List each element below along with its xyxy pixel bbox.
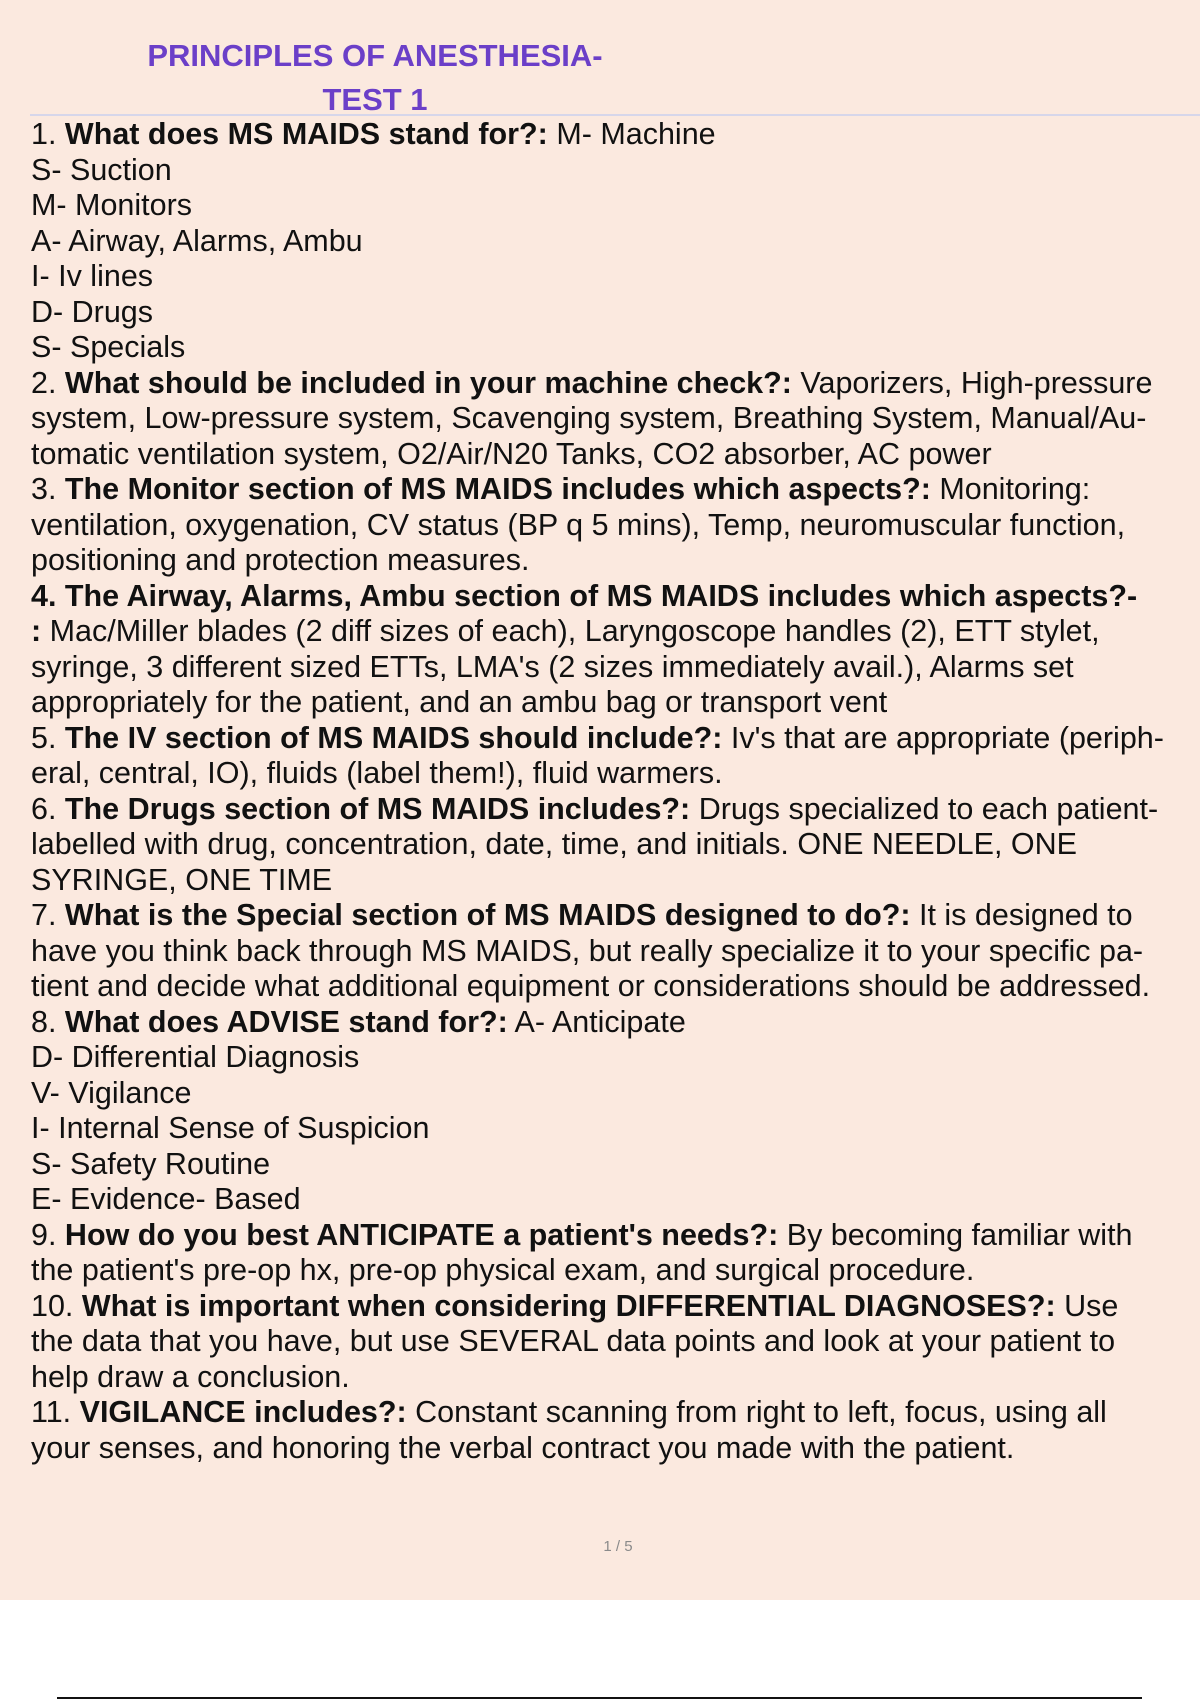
answer-text: By becoming familiar with [778, 1217, 1133, 1252]
answer-text: syringe, 3 different sized ETTs, LMA's (2 sizes immediately avail.), Alarms set [31, 649, 1074, 684]
text-line [31, 792, 1200, 828]
answer-text: I- Iv lines [31, 259, 154, 293]
text-line [31, 508, 1200, 544]
text-line [31, 1111, 1200, 1147]
answer-text: help draw a conclusion. [31, 1359, 350, 1394]
answer-text: S- Safety Routine [31, 1146, 271, 1181]
text-line [31, 934, 1200, 970]
text-line [31, 1253, 1200, 1289]
answer-text: tomatic ventilation system, O2/Air/N20 Tanks, CO2 absorber, AC power [31, 436, 992, 471]
question-text: 4. The Airway, Alarms, Ambu section of MS MAIDS includes which aspects?- [31, 578, 1138, 613]
answer-text: your senses, and honoring the verbal contract you made with the patient. [31, 1430, 1015, 1465]
page-number: 1 / 5 [603, 1538, 633, 1555]
text-line [31, 188, 1200, 224]
bottom-divider [57, 1697, 1142, 1699]
answer-text: A- Anticipate [507, 1004, 686, 1039]
answer-text: eral, central, IO), fluids (label them!), fluid warmers. [31, 756, 723, 790]
question-text: What is the Special section of MS MAIDS designed to do?: [64, 898, 911, 932]
text-line [31, 685, 1200, 721]
text-line [31, 579, 1200, 615]
question-text: The Monitor section of MS MAIDS includes which aspects?: [64, 472, 931, 506]
text-line [31, 1218, 1200, 1254]
text-line [31, 1289, 1200, 1325]
answer-text: D- Differential Diagnosis [31, 1040, 360, 1074]
question-number: 2. [31, 365, 65, 400]
answer-text: It is designed to [910, 898, 1133, 932]
document-body [31, 117, 1200, 1466]
text-line [31, 295, 1200, 331]
answer-text: M- Machine [547, 117, 716, 151]
question-text: What is important when considering DIFFERENTIAL DIAGNOSES?: [81, 1288, 1056, 1323]
answer-text: A- Airway, Alarms, Ambu [31, 223, 363, 258]
answer-text: have you think back through MS MAIDS, but really specialize it to your specific pa- [31, 933, 1144, 968]
answer-text: S- Suction [31, 152, 172, 187]
answer-text: the patient's pre-op hx, pre-op physical exam, and surgical procedure. [31, 1253, 975, 1287]
question-text: What does ADVISE stand for?: [64, 1004, 508, 1039]
answer-text: Monitoring: [930, 472, 1091, 506]
text-line [31, 614, 1200, 650]
question-number: 9. [31, 1217, 65, 1252]
answer-text: labelled with drug, concentration, date, time, and initials. ONE NEEDLE, ONE [31, 827, 1077, 861]
answer-text: appropriately for the patient, and an ambu bag or transport vent [31, 685, 888, 719]
text-line [31, 650, 1200, 686]
text-line [31, 437, 1200, 473]
text-line [31, 543, 1200, 579]
text-line [31, 224, 1200, 260]
question-number: 7. [31, 898, 65, 932]
question-number: 6. [31, 791, 65, 826]
answer-text: S- Specials [31, 330, 186, 364]
page-title [135, 34, 615, 122]
text-line [31, 721, 1200, 757]
text-line [31, 1395, 1200, 1431]
question-number: 1. [31, 117, 65, 151]
answer-text: positioning and protection measures. [31, 543, 530, 577]
answer-text: M- Monitors [31, 188, 192, 222]
text-line [31, 1076, 1200, 1112]
answer-text: the data that you have, but use SEVERAL data points and look at your patient to [31, 1324, 1116, 1358]
answer-text: Use [1055, 1288, 1119, 1323]
text-line [31, 1147, 1200, 1183]
question-number: 11. [31, 1395, 80, 1429]
text-line [31, 1040, 1200, 1076]
text-line [31, 330, 1200, 366]
text-line [31, 1431, 1200, 1467]
text-line [31, 259, 1200, 295]
answer-text: Drugs specialized to each patient- [690, 791, 1159, 826]
question-text: What does MS MAIDS stand for?: [64, 117, 548, 151]
answer-text: D- Drugs [31, 294, 154, 329]
question-text: How do you best ANTICIPATE a patient's needs?: [64, 1217, 779, 1252]
text-line [31, 969, 1200, 1005]
answer-text: Constant scanning from right to left, focus, using all [406, 1395, 1107, 1429]
text-line [31, 1324, 1200, 1360]
text-line [31, 1182, 1200, 1218]
text-line [31, 1360, 1200, 1396]
title-line-1: PRINCIPLES OF ANESTHESIA- [147, 38, 603, 73]
answer-text: E- Evidence- Based [31, 1182, 301, 1216]
question-number: 5. [31, 720, 65, 755]
title-line-2: TEST 1 [322, 82, 428, 117]
question-number: 3. [31, 472, 65, 506]
answer-text: I- Internal Sense of Suspicion [31, 1111, 430, 1145]
answer-text: ventilation, oxygenation, CV status (BP q 5 mins), Temp, neuromuscular function, [31, 507, 1126, 542]
answer-text: tient and decide what additional equipment or considerations should be addressed. [31, 969, 1151, 1003]
question-text: The IV section of MS MAIDS should include?: [64, 720, 723, 755]
text-line [31, 1005, 1200, 1041]
answer-text: Iv's that are appropriate (periph- [722, 720, 1164, 755]
question-text: The Drugs section of MS MAIDS includes?: [64, 791, 691, 826]
answer-text: Mac/Miller blades (2 diff sizes of each), Laryngoscope handles (2), ETT stylet, [41, 614, 1100, 648]
title-divider [30, 114, 1200, 116]
answer-text: system, Low-pressure system, Scavenging system, Breathing System, Manual/Au- [31, 401, 1147, 435]
text-line [31, 472, 1200, 508]
text-line [31, 117, 1200, 153]
question-number: 10. [31, 1288, 82, 1323]
answer-text: Vaporizers, High-pressure [791, 365, 1153, 400]
text-line [31, 863, 1200, 899]
question-text: VIGILANCE includes?: [79, 1395, 407, 1429]
text-line [31, 827, 1200, 863]
question-text: What should be included in your machine check?: [64, 365, 792, 400]
answer-text: SYRINGE, ONE TIME [31, 862, 333, 897]
text-line [31, 153, 1200, 189]
text-line [31, 898, 1200, 934]
text-line [31, 366, 1200, 402]
question-number: 8. [31, 1004, 65, 1039]
answer-text: V- Vigilance [31, 1075, 192, 1110]
question-text: : [31, 614, 42, 648]
text-line [31, 756, 1200, 792]
text-line [31, 401, 1200, 437]
